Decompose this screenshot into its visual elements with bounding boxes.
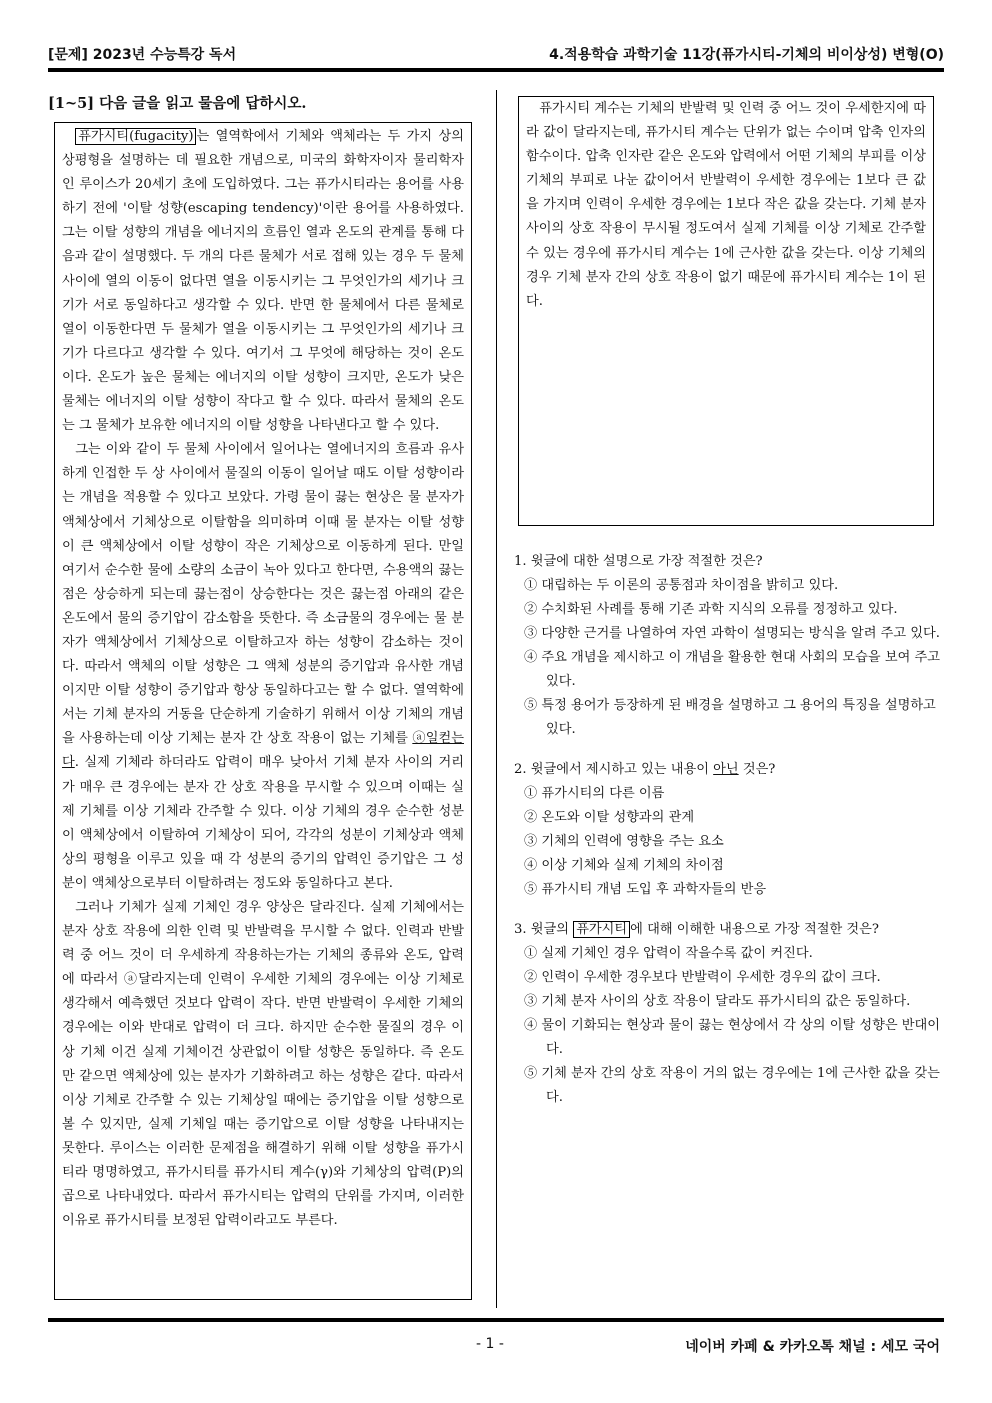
question-3 (514, 918, 940, 1110)
paragraph-2-text-b: . 실제 기체라 하더라도 압력이 매우 낮아서 기체 분자 사이의 거리가 매우 큰 경우에는 분자 간 상호 작용을 무시할 수 있으며 이때는 실제 기체를 이상 기체라 간주할 수 있다. 이상 기체의 경우 순수한 성분이 액체상에서 이탈하여 기체상이 되어, 각각의 성분이 기체상과 액체상의 평형을 이루고 있을 때 각 성분의 증기의 압력인 증기압은 그 성분이 액체상으로부터 이탈하려는 정도와 동일하다고 본다. (62, 755, 464, 891)
passage-box-left (54, 122, 472, 1300)
question-2-emphasis: 아닌 (713, 762, 739, 777)
question-2-stem-a: 2. 윗글에서 제시하고 있는 내용이 (514, 762, 714, 777)
question-3-option-4[interactable]: ④ 물이 기화되는 현상과 물이 끓는 현상에서 각 상의 이탈 성향은 반대이다. (524, 1018, 940, 1057)
question-3-boxed-term: 퓨가시티 (573, 921, 630, 938)
header-right-title: 4.적용학습 과학기술 11강(퓨가시티-기체의 비이상성) 변형(O) (549, 47, 944, 63)
passage-paragraph-3: 그러나 기체가 실제 기체인 경우 양상은 달라진다. 실제 기체에서는 분자 상호 작용에 의한 인력 및 반발력을 무시할 수 없다. 인력과 반발력 중 어느 것이 더 우세하게 작용하는가는 기체의 종류와 온도, 압력에 따라서 ⓐ달라지는데 인력이 우세한 기체의 경우에는 이상 기체로 생각해서 예측했던 것보다 압력이 작다. 반면 반발력이 우세한 기체의 경우에는 이와 반대로 압력이 더 크다. 하지만 순수한 물질의 경우 이상 기체 이건 실제 기체이건 상관없이 이탈 성향은 동일하다. 즉 온도만 같으면 액체상에 있는 분자가 기화하려고 하는 성향은 같다. 따라서 이상 기체로 간주할 수 있는 기체상일 때에는 증기압을 이탈 성향으로 볼 수 있지만, 실제 기체일 때는 증기압으로 이탈 성향을 나타내지는 못한다. 루이스는 이러한 문제점을 해결하기 위해 이탈 성향을 퓨가시티라 명명하였고, 퓨가시티를 퓨가시티 계수(γ)와 기체상의 압력(P)의 곱으로 나타내었다. 따라서 퓨가시티는 압력의 단위를 가지며, 이러한 이유로 퓨가시티를 보정된 압력이라고도 부른다. (62, 900, 464, 1229)
page-number: - 1 - (476, 1336, 504, 1352)
question-3-stem (514, 918, 940, 942)
footer-rule (48, 1318, 944, 1322)
question-1-option-1[interactable]: ① 대립하는 두 이론의 공통점과 차이점을 밝히고 있다. (524, 578, 839, 593)
passage-paragraph-1 (62, 125, 464, 438)
question-3-option-1[interactable]: ① 실제 기체인 경우 압력이 작을수록 값이 커진다. (524, 946, 813, 961)
question-2 (514, 758, 940, 902)
fugacity-term: 퓨가시티(fugacity) (75, 128, 196, 145)
question-2-option-2[interactable]: ② 온도와 이탈 성향과의 관계 (524, 810, 695, 825)
question-1-option-4[interactable]: ④ 주요 개념을 제시하고 이 개념을 활용한 현대 사회의 모습을 보여 주고 있다. (524, 650, 940, 689)
column-divider (496, 90, 497, 1308)
passage-box-right (518, 96, 934, 526)
question-1 (514, 550, 940, 742)
passage-paragraph-4: 퓨가시티 계수는 기체의 반발력 및 인력 중 어느 것이 우세한지에 따라 값이 달라지는데, 퓨가시티 계수는 단위가 없는 수이며 압축 인자의 함수이다. 압축 인자란 같은 온도와 압력에서 어떤 기체의 부피를 이상기체의 부피로 나눈 값이어서 반발력이 우세한 경우에는 1보다 큰 값을 가지며 인력이 우세한 경우에는 1보다 작은 값을 갖는다. 기체 분자 사이의 상호 작용이 무시될 정도여서 실제 기체를 이상 기체로 간주할 수 있는 경우에 퓨가시티 계수는 1에 근사한 값을 갖는다. 이상 기체의 경우 기체 분자 간의 상호 작용이 없기 때문에 퓨가시티 계수는 1이 된다. (526, 101, 926, 309)
question-1-option-2[interactable]: ② 수치화된 사례를 통해 기존 과학 지식의 오류를 정정하고 있다. (524, 602, 898, 617)
question-2-stem (514, 758, 940, 782)
questions (514, 550, 940, 1126)
question-2-option-4[interactable]: ④ 이상 기체와 실제 기체의 차이점 (524, 858, 724, 873)
question-2-stem-b: 것은? (738, 762, 776, 777)
question-1-stem: 1. 윗글에 대한 설명으로 가장 적절한 것은? (514, 554, 763, 569)
question-3-option-3[interactable]: ③ 기체 분자 사이의 상호 작용이 달라도 퓨가시티의 값은 동일하다. (524, 994, 911, 1009)
question-2-option-5[interactable]: ⑤ 퓨가시티 개념 도입 후 과학자들의 반응 (524, 882, 767, 897)
paragraph-1-text: 는 열역학에서 기체와 액체라는 두 가지 상의 상평형을 설명하는 데 필요한 개념으로, 미국의 화학자이자 물리학자인 루이스가 20세기 초에 도입하였다. 그는 퓨가시티라는 용어를 사용하기 전에 '이탈 성향(escaping tendency)'이란 용어를 사용하였다. 그는 이탈 성향의 개념을 에너지의 흐름인 열과 온도의 관계를 통해 다음과 같이 설명했다. 두 개의 다른 물체가 서로 접해 있는 경우 두 물체 사이에 열의 이동이 없다면 열을 이동시키는 그 무엇인가의 세기나 크기가 서로 동일하다고 생각할 수 있다. 반면 한 물체에서 다른 물체로 열이 이동한다면 두 물체가 열을 이동시키는 그 무엇인가의 세기나 크기가 다르다고 생각할 수 있다. 여기서 그 무엇에 해당하는 것이 온도이다. 온도가 높은 물체는 에너지의 이탈 성향이 크지만, 온도가 낮은 물체는 에너지의 이탈 성향이 작다고 할 수 있다. 따라서 물체의 온도는 그 물체가 보유한 에너지의 이탈 성향을 나타낸다고 할 수 있다. (62, 129, 464, 434)
question-3-stem-a: 3. 윗글의 (514, 922, 574, 937)
question-3-option-2[interactable]: ② 인력이 우세한 경우보다 반발력이 우세한 경우의 값이 크다. (524, 970, 881, 985)
footer-brand: 네이버 카페 & 카카오톡 채널 : 세모 국어 (685, 1339, 940, 1355)
question-1-option-5[interactable]: ⑤ 특정 용어가 등장하게 된 배경을 설명하고 그 용어의 특징을 설명하고 있다. (524, 698, 936, 737)
question-2-option-3[interactable]: ③ 기체의 인력에 영향을 주는 요소 (524, 834, 724, 849)
header-left-title: [문제] 2023년 수능특강 독서 (48, 47, 237, 63)
instruction: [1~5] 다음 글을 읽고 물음에 답하시오. (48, 95, 307, 112)
page-header (48, 44, 944, 66)
paragraph-2-text-a: 그는 이와 같이 두 물체 사이에서 일어나는 열에너지의 흐름과 유사하게 인접한 두 상 사이에서 물질의 이동이 일어날 때도 이탈 성향이라는 개념을 적용할 수 있다고 보았다. 가령 물이 끓는 현상은 물 분자가 액체상에서 기체상으로 이탈함을 의미하며 이때 물 분자는 이탈 성향이 큰 액체상에서 이탈 성향이 작은 기체상으로 이동하게 된다. 만일 여기서 순수한 물에 소량의 소금이 녹아 있다고 한다면, 수용액의 끓는점은 상승하게 되는데 끓는점이 상승한다는 것은 끓는점 아래의 같은 온도에서 물의 증기압이 감소함을 뜻한다. 즉 소금물의 경우에는 물 분자가 액체상에서 기체상으로 이탈하고자 하는 성향이 감소하는 것이다. 따라서 액체의 이탈 성향은 그 액체 성분의 증기압과 유사한 개념이지만 이탈 성향이 증기압과 항상 동일하다고는 할 수 없다. 열역학에서는 기체 분자의 거동을 단순하게 기술하기 위해서 이상 기체의 개념을 사용하는데 이상 기체는 분자 간 상호 작용이 없는 기체를 (62, 442, 464, 747)
question-3-stem-b: 에 대해 이해한 내용으로 가장 적절한 것은? (630, 922, 879, 937)
passage-paragraph-2 (62, 438, 464, 896)
question-3-option-5[interactable]: ⑤ 기체 분자 간의 상호 작용이 거의 없는 경우에는 1에 근사한 값을 갖는다. (524, 1066, 940, 1105)
underlined-word-a: ⓐ일컫는다 (62, 731, 464, 771)
header-rule (48, 68, 944, 72)
question-1-option-3[interactable]: ③ 다양한 근거를 나열하여 자연 과학이 설명되는 방식을 알려 주고 있다. (524, 626, 940, 641)
question-2-option-1[interactable]: ① 퓨가시티의 다른 이름 (524, 786, 665, 801)
